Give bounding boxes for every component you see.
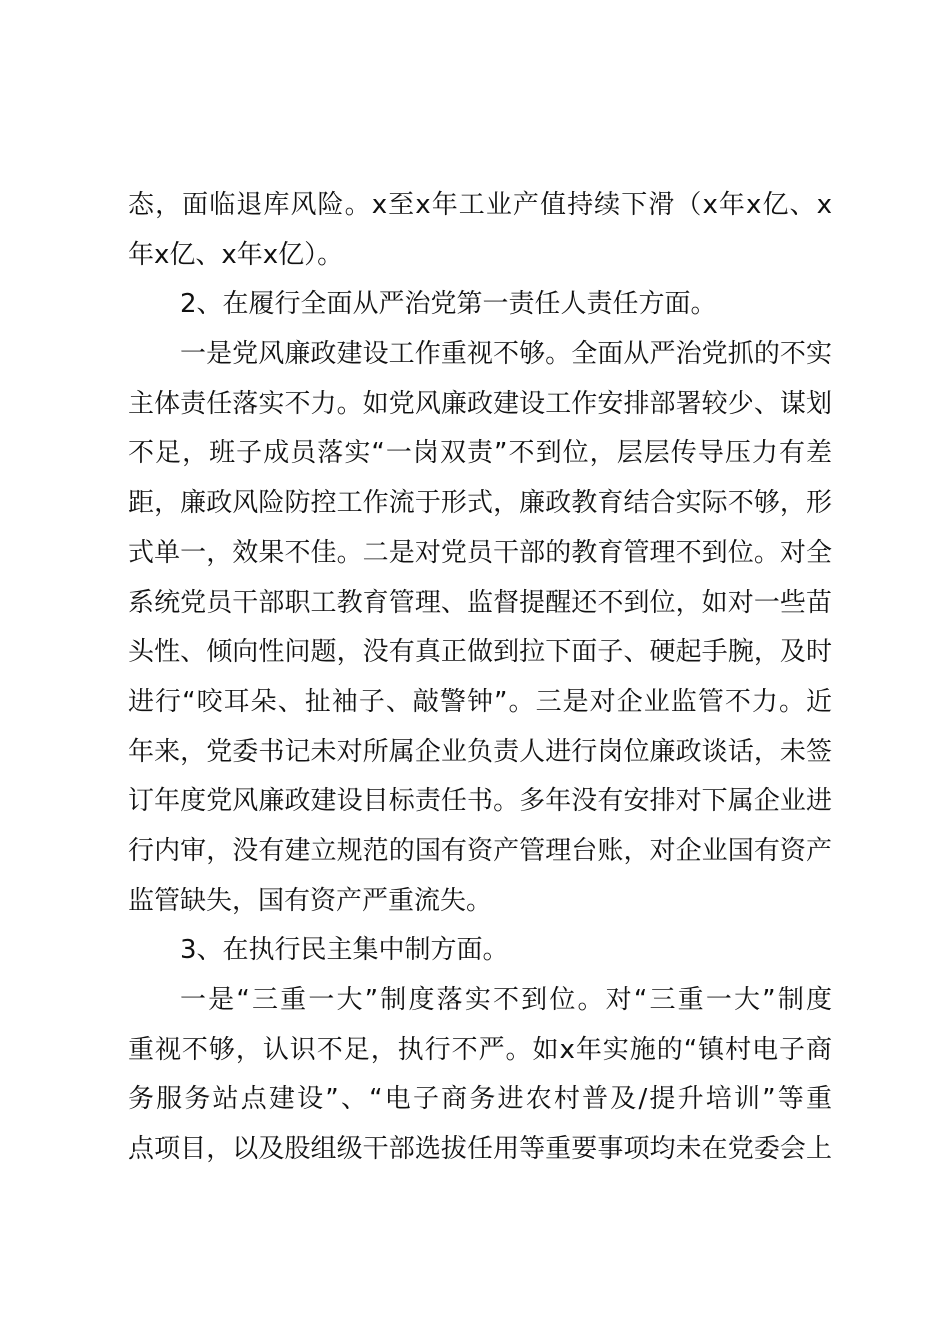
text-line: 订年度党风廉政建设目标责任书。多年没有安排对下属企业进 <box>128 786 832 817</box>
text-line: 年来，党委书记未对所属企业负责人进行岗位廉政谈话，未签 <box>128 736 832 767</box>
text-line: 一是党风廉政建设工作重视不够。全面从严治党抓的不实 <box>180 339 832 370</box>
text-line: 监管缺失，国有资产严重流失。 <box>128 885 493 916</box>
text-line: 距，廉政风险防控工作流于形式，廉政教育结合实际不够，形 <box>128 488 832 519</box>
text-line: 重视不够，认识不足，执行不严。如x年实施的“镇村电子商 <box>128 1034 832 1065</box>
text-line: 务服务站点建设”、“电子商务进农村普及/提升培训”等重 <box>128 1084 832 1115</box>
text-line: 系统党员干部职工教育管理、监督提醒还不到位，如对一些苗 <box>128 587 832 618</box>
text-line: 点项目，以及股组级干部选拔任用等重要事项均未在党委会上 <box>128 1134 832 1165</box>
text-line: 头性、倾向性问题，没有真正做到拉下面子、硬起手腕，及时 <box>128 637 832 668</box>
text-line: 主体责任落实不力。如党风廉政建设工作安排部署较少、谋划 <box>128 388 832 419</box>
text-line: 一是“三重一大”制度落实不到位。对“三重一大”制度 <box>180 985 832 1015</box>
text-line: 年x亿、x年x亿）。 <box>128 239 344 270</box>
text-line: 式单一，效果不佳。二是对党员干部的教育管理不到位。对全 <box>128 537 832 568</box>
text-line: 进行“咬耳朵、扯袖子、敲警钟”。三是对企业监管不力。近 <box>128 686 832 717</box>
text-line: 行内审，没有建立规范的国有资产管理台账，对企业国有资产 <box>128 835 832 866</box>
text-line: 态，面临退库风险。x至x年工业产值持续下滑（x年x亿、x <box>128 190 832 220</box>
section-heading: 2、在履行全面从严治党第一责任人责任方面。 <box>180 289 717 320</box>
text-line: 不足，班子成员落实“一岗双责”不到位，层层传导压力有差 <box>128 438 832 469</box>
document-body <box>128 181 832 1175</box>
section-heading: 3、在执行民主集中制方面。 <box>180 935 509 966</box>
